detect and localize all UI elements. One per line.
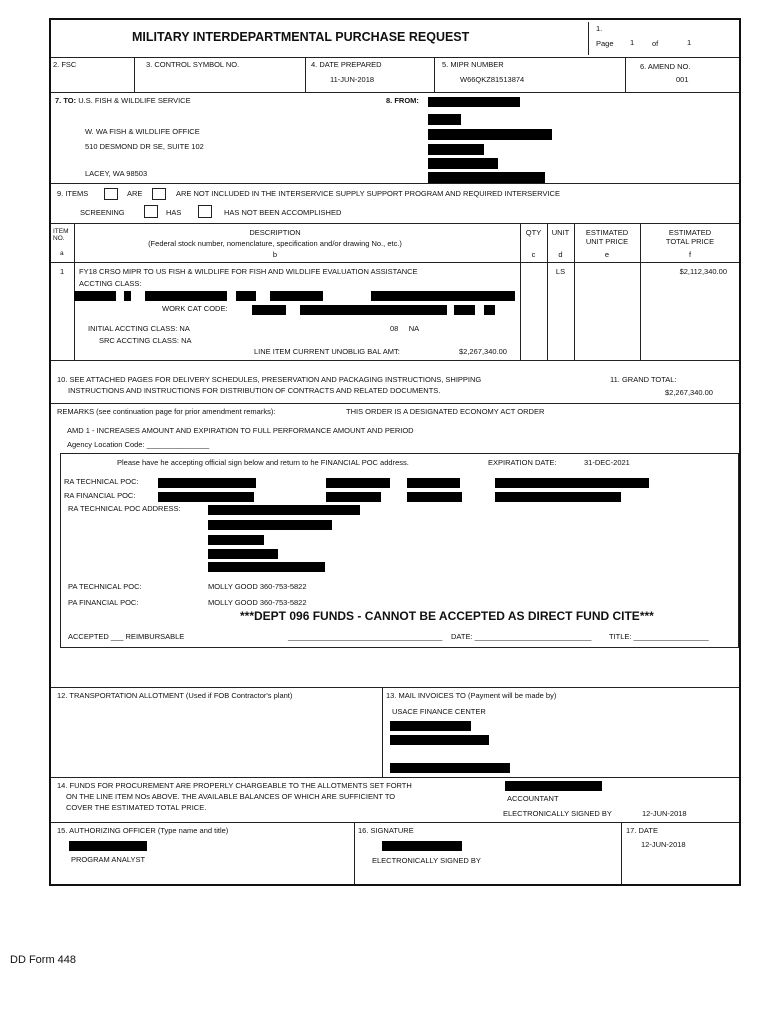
mail-invoices-value: USACE FINANCE CENTER <box>392 707 486 716</box>
authorizing-officer-title: PROGRAM ANALYST <box>71 855 146 864</box>
redaction <box>158 478 256 488</box>
fsc-label: 2. FSC <box>53 60 77 69</box>
authorizing-officer-label: 15. AUTHORIZING OFFICER (Type name and title) <box>57 826 229 835</box>
date-prepared-value: 11-JUN-2018 <box>330 75 375 84</box>
accountant-signed: ELECTRONICALLY SIGNED BY <box>503 809 612 818</box>
col-est-total-price: ESTIMATED TOTAL PRICE <box>665 228 715 246</box>
funds-statement-line1: 14. FUNDS FOR PROCUREMENT ARE PROPERLY CHARGEABLE TO THE ALLOTMENTS SET FORTH <box>57 781 412 790</box>
redaction <box>390 763 510 773</box>
dept-funds-notice: ***DEPT 096 FUNDS - CANNOT BE ACCEPTED AS DIRECT FUND CITE*** <box>240 609 654 623</box>
col-item-a: a <box>60 250 64 257</box>
redaction <box>382 841 462 851</box>
accepted-reimbursable: ACCEPTED ___ REIMBURSABLE <box>68 632 185 641</box>
redaction <box>145 291 227 301</box>
items-are-not-checkbox[interactable] <box>152 188 166 200</box>
funds-statement-line2: ON THE LINE ITEM NOs ABOVE. THE AVAILABLE BALANCES OF WHICH ARE SUFFICIENT TO <box>66 792 396 801</box>
redaction <box>428 129 552 140</box>
to-agency: U.S. FISH & WILDLIFE SERVICE <box>78 96 191 105</box>
mipr-number-label: 5. MIPR NUMBER <box>442 60 504 69</box>
form-title: MILITARY INTERDEPARTMENTAL PURCHASE REQUEST <box>132 30 470 44</box>
ra-technical-poc-label: RA TECHNICAL POC: <box>64 477 139 486</box>
to-office: W. WA FISH & WILDLIFE OFFICE <box>85 127 200 136</box>
redaction <box>252 305 286 315</box>
amend-no-label: 6. AMEND NO. <box>640 62 691 71</box>
redaction <box>208 549 278 559</box>
signature-label: 16. SIGNATURE <box>358 826 414 835</box>
date-signed-value: 12-JUN-2018 <box>641 840 686 849</box>
redaction <box>390 721 471 731</box>
redaction <box>208 562 325 572</box>
col-item-no: ITEM NO. <box>53 228 69 243</box>
redaction <box>505 781 602 791</box>
please-sign-instruction: Please have he accepting official sign below and return to he FINANCIAL POC address. <box>117 458 409 467</box>
redaction <box>495 492 621 502</box>
col-unit: UNIT <box>551 228 570 237</box>
items-label: 9. ITEMS <box>57 189 89 198</box>
page-number: 1 <box>630 38 635 47</box>
signature-line: _____________________________________ <box>288 632 443 641</box>
mipr-number-value: W66QKZ81513874 <box>460 75 525 84</box>
redaction <box>158 492 254 502</box>
to-label: 7. TO: <box>55 96 77 105</box>
pa-technical-poc-label: PA TECHNICAL POC: <box>68 582 142 591</box>
redaction <box>428 114 461 125</box>
page-block-number: 1. <box>596 24 603 33</box>
col-est-unit-price: ESTIMATED UNIT PRICE <box>585 228 629 246</box>
agency-location-code: Agency Location Code: _______________ <box>67 440 210 449</box>
remarks-label: REMARKS (see continuation page for prior amendment remarks): <box>57 407 276 416</box>
col-description-sub: (Federal stock number, nomenclature, specification and/or drawing No., etc.) <box>148 239 402 248</box>
redaction <box>236 291 256 301</box>
unoblig-bal-value: $2,267,340.00 <box>459 347 507 356</box>
amend-no-value: 001 <box>676 75 689 84</box>
control-symbol-label: 3. CONTROL SYMBOL NO. <box>146 60 240 69</box>
redaction <box>454 305 475 315</box>
screening-has-not-checkbox[interactable] <box>198 205 212 218</box>
screening-has-label: HAS <box>166 208 182 217</box>
redaction <box>428 144 484 155</box>
page-total: 1 <box>687 38 692 47</box>
date-prepared-label: 4. DATE PREPARED <box>311 60 382 69</box>
signature-value: ELECTRONICALLY SIGNED BY <box>372 856 481 865</box>
pa-technical-poc-value: MOLLY GOOD 360-753-5822 <box>208 582 307 591</box>
from-label: 8. FROM: <box>386 96 419 105</box>
amendment-note: AMD 1 - INCREASES AMOUNT AND EXPIRATION TO FULL PERFORMANCE AMOUNT AND PERIOD <box>67 426 414 435</box>
items-statement: ARE NOT INCLUDED IN THE INTERSERVICE SUPPLY SUPPORT PROGRAM AND REQUIRED INTERSERVICE <box>176 189 560 198</box>
col-unit-d: d <box>558 250 563 259</box>
redaction <box>428 158 498 169</box>
redaction <box>428 97 520 107</box>
block10-line2: INSTRUCTIONS AND INSTRUCTIONS FOR DISTRIBUTION OF CONTRACTS AND RELATED DOCUMENTS. <box>68 386 441 395</box>
col-qty: QTY <box>525 228 542 237</box>
to-street: 510 DESMOND DR SE, SUITE 102 <box>85 142 204 151</box>
initial-accting-class: INITIAL ACCTING CLASS: NA <box>88 324 190 333</box>
redaction <box>300 305 447 315</box>
grand-total-value: $2,267,340.00 <box>665 388 713 397</box>
block10-line1: 10. SEE ATTACHED PAGES FOR DELIVERY SCHEDULES, PRESERVATION AND PACKAGING INSTRUCTIONS, SHIPPING <box>57 375 482 384</box>
redaction <box>326 492 381 502</box>
funds-statement-line3: COVER THE ESTIMATED TOTAL PRICE. <box>66 803 207 812</box>
form-name-footer: DD Form 448 <box>10 954 77 966</box>
col-qty-c: c <box>531 250 536 259</box>
work-cat-code-label: WORK CAT CODE: <box>162 304 228 313</box>
redaction <box>428 172 545 183</box>
redaction <box>407 492 462 502</box>
accountant-label: ACCOUNTANT <box>507 794 559 803</box>
to-city: LACEY, WA 98503 <box>85 169 148 178</box>
of-label: of <box>652 39 659 48</box>
transportation-allotment-label: 12. TRANSPORTATION ALLOTMENT (Used if FOB Contractor's plant) <box>57 691 293 700</box>
items-are-checkbox[interactable] <box>104 188 118 200</box>
grand-total-label: 11. GRAND TOTAL: <box>610 375 677 384</box>
acceptance-title-line: TITLE: __________________ <box>609 632 709 641</box>
unoblig-bal-label: LINE ITEM CURRENT UNOBLIG BAL AMT: <box>254 347 400 356</box>
accountant-signed-date: 12-JUN-2018 <box>642 809 687 818</box>
screening-label: SCREENING <box>80 208 125 217</box>
items-are-label: ARE <box>127 189 143 198</box>
redaction <box>371 291 515 301</box>
ra-financial-poc-label: RA FINANCIAL POC: <box>64 491 136 500</box>
redaction <box>69 841 147 851</box>
redaction <box>208 520 332 530</box>
redaction <box>495 478 649 488</box>
src-accting-class: SRC ACCTING CLASS: NA <box>99 336 192 345</box>
redaction <box>124 291 131 301</box>
expiration-date-value: 31-DEC-2021 <box>584 458 630 467</box>
redaction <box>484 305 495 315</box>
accting-class-label: ACCTING CLASS: <box>79 279 142 288</box>
acceptance-date-line: DATE: ____________________________ <box>451 632 592 641</box>
col-description-b: b <box>272 250 278 259</box>
line-item-number: 1 <box>60 267 65 276</box>
redaction <box>74 291 116 301</box>
line-item-total: $2,112,340.00 <box>679 267 727 276</box>
date-signed-label: 17. DATE <box>626 826 658 835</box>
line-item-unit: LS <box>555 267 566 276</box>
expiration-date-label: EXPIRATION DATE: <box>488 458 557 467</box>
initial-accting-values: 08 NA <box>390 324 420 333</box>
to-address <box>55 97 191 106</box>
col-est-unit-e: e <box>604 250 610 259</box>
pa-financial-poc-value: MOLLY GOOD 360-753-5822 <box>208 598 307 607</box>
redaction <box>326 478 390 488</box>
screening-statement: HAS NOT BEEN ACCOMPLISHED <box>224 208 342 217</box>
ra-technical-poc-address-label: RA TECHNICAL POC ADDRESS: <box>68 504 181 513</box>
page-label: Page <box>596 39 614 48</box>
mail-invoices-label: 13. MAIL INVOICES TO (Payment will be made by) <box>386 691 557 700</box>
screening-has-checkbox[interactable] <box>144 205 158 218</box>
economy-act-notice: THIS ORDER IS A DESIGNATED ECONOMY ACT ORDER <box>346 407 545 416</box>
pa-financial-poc-label: PA FINANCIAL POC: <box>68 598 139 607</box>
redaction <box>208 535 264 545</box>
col-est-total-f: f <box>688 250 692 259</box>
redaction <box>270 291 323 301</box>
redaction <box>407 478 460 488</box>
col-description: DESCRIPTION <box>249 228 301 237</box>
redaction <box>390 735 489 745</box>
redaction <box>208 505 360 515</box>
line-item-desc: FY18 CRSO MIPR TO US FISH & WILDLIFE FOR FISH AND WILDLIFE EVALUATION ASSISTANCE <box>79 267 418 276</box>
